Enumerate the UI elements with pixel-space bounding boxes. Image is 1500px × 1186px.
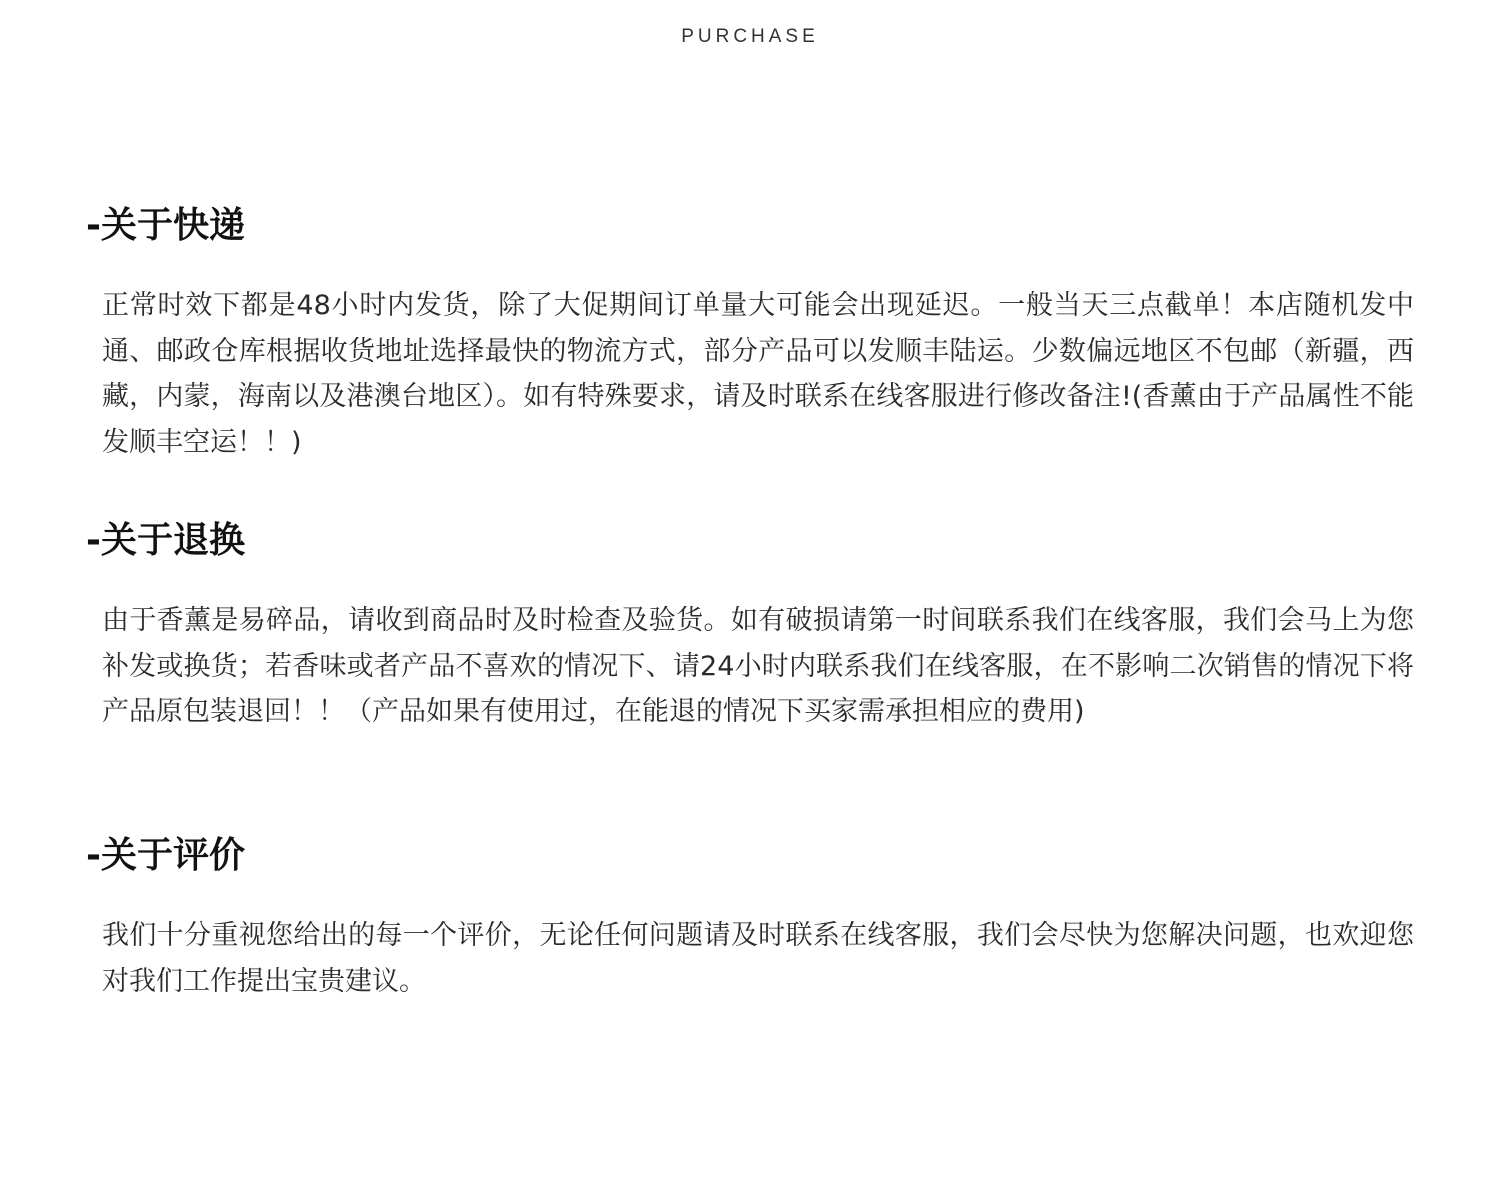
section-heading-express: -关于快递 — [86, 205, 245, 246]
section-review — [86, 834, 1416, 1004]
section-body-express: 正常时效下都是48小时内发货，除了大促期间订单量大可能会出现延迟。一般当天三点截单！本店随机发中通、邮政仓库根据收货地址选择最快的物流方式，部分产品可以发顺丰陆运。少数偏远地区不包邮（新疆，西藏，内蒙，海南以及港澳台地区）。如有特殊要求，请及时联系在线客服进行修改备注!(香薰由于产品属性不能发顺丰空运！！) — [102, 290, 1414, 458]
section-return — [86, 519, 1416, 735]
section-body-review: 我们十分重视您给出的每一个评价，无论任何问题请及时联系在线客服，我们会尽快为您解决问题，也欢迎您对我们工作提出宝贵建议。 — [102, 920, 1414, 997]
section-heading-return: -关于退换 — [86, 520, 245, 561]
section-express — [86, 204, 1416, 465]
section-body-return: 由于香薰是易碎品，请收到商品时及时检查及验货。如有破损请第一时间联系我们在线客服，我们会马上为您补发或换货；若香味或者产品不喜欢的情况下、请24小时内联系我们在线客服，在不影响二次销售的情况下将产品原包装退回！！（产品如果有使用过，在能退的情况下买家需承担相应的费用) — [102, 605, 1414, 727]
section-heading-review: -关于评价 — [86, 835, 245, 876]
page-header-title: PURCHASE — [681, 26, 819, 47]
